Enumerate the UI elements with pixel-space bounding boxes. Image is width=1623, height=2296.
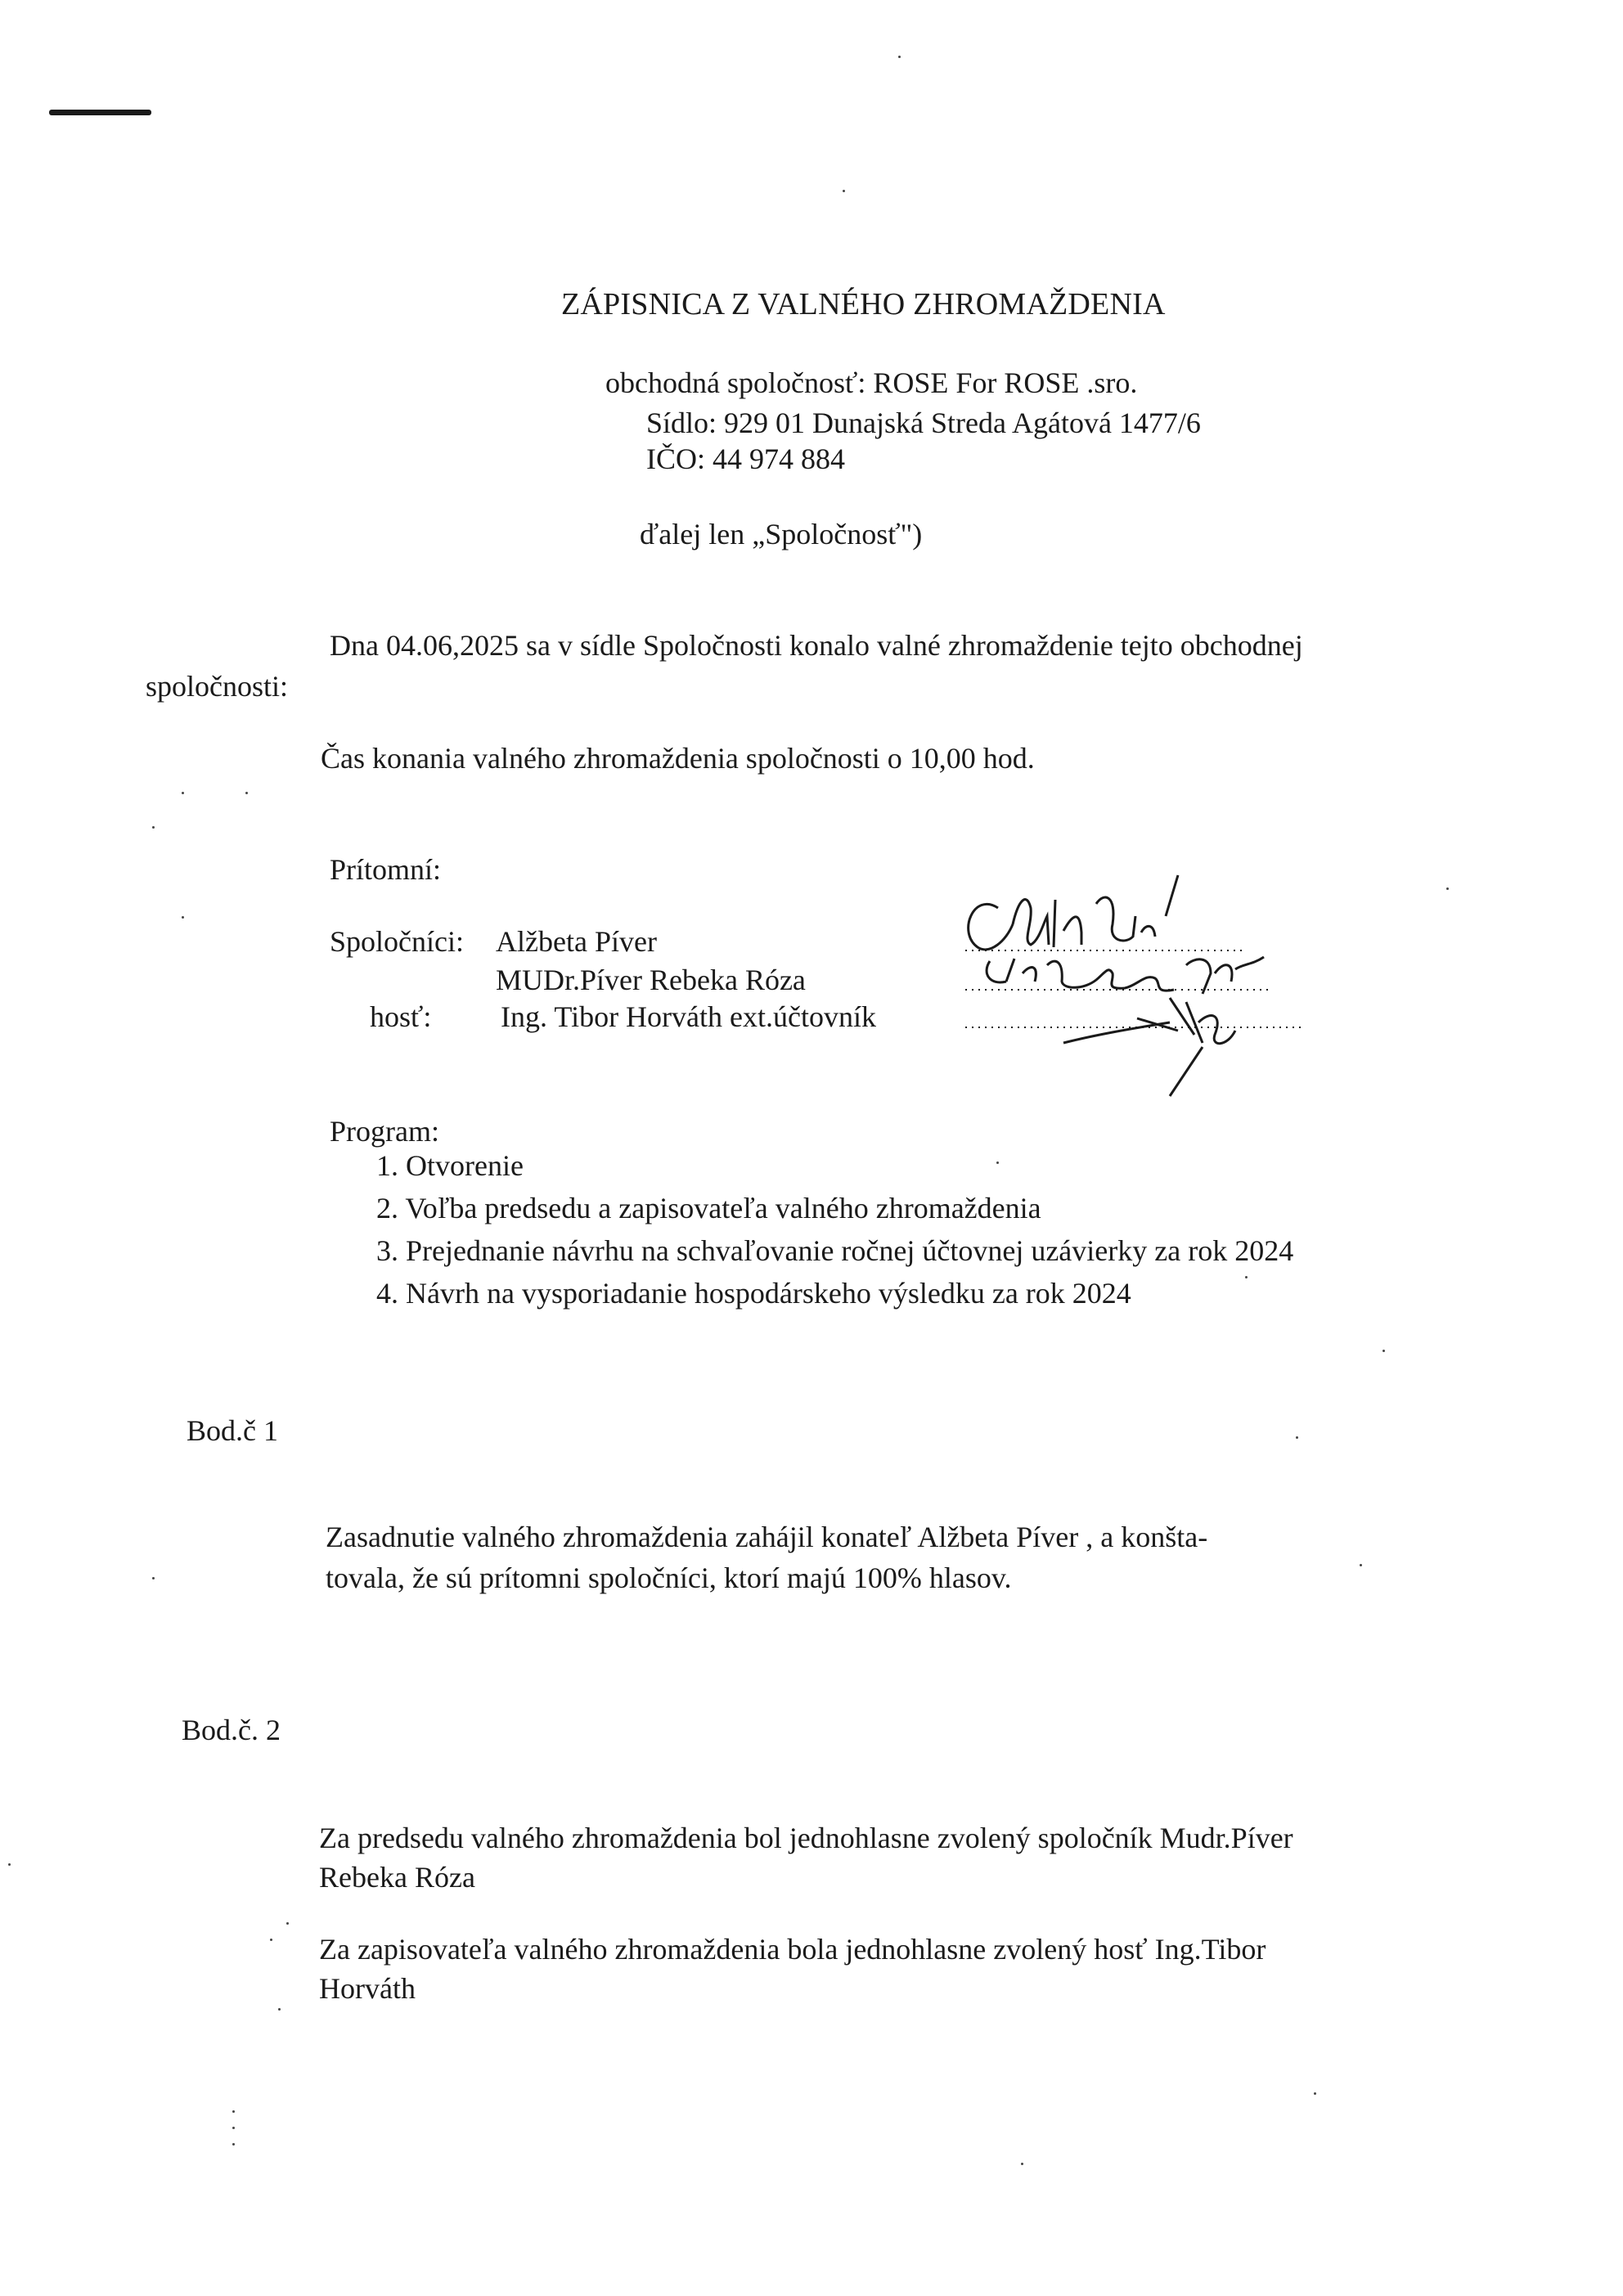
scan-speck — [898, 56, 901, 58]
program-item-3: 3. Prejednanie návrhu na schvaľovanie ročnej účtovnej uzávierky za rok 2024 — [376, 1234, 1294, 1267]
program-list — [376, 1148, 1293, 1319]
scan-speck — [1382, 1350, 1385, 1352]
scan-speck — [232, 2127, 235, 2129]
point-2-text-1-line-2: Rebeka Róza — [319, 1861, 475, 1894]
scan-speck — [1446, 887, 1449, 890]
program-item-1: 1. Otvorenie — [376, 1149, 524, 1182]
intro-line-1: Dna 04.06,2025 sa v sídle Spoločnosti konalo valné zhromaždenie tejto obchodnej — [330, 629, 1303, 662]
point-2-text-2-line-2: Horváth — [319, 1972, 416, 2005]
signature-2 — [987, 957, 1264, 994]
scan-speck — [182, 792, 184, 794]
scan-speck — [1314, 2092, 1316, 2095]
point-1-text-line-2: tovala, že sú prítomni spoločníci, ktorí majú 100% hlasov. — [326, 1561, 1012, 1594]
scan-speck — [1296, 1436, 1298, 1439]
scan-speck — [278, 2008, 281, 2011]
time-line: Čas konania valného zhromaždenia spoločnosti o 10,00 hod. — [321, 742, 1035, 775]
signature-1 — [969, 875, 1178, 950]
scan-speck — [245, 792, 248, 794]
scan-speck — [843, 190, 845, 192]
partner-1-name: Alžbeta Píver — [496, 925, 657, 958]
scan-dash-mark — [49, 110, 151, 115]
ico-line: IČO: 44 974 884 — [646, 443, 845, 475]
present-label: Prítomní: — [330, 853, 442, 886]
scan-speck — [270, 1939, 272, 1941]
partner-2-name: MUDr.Píver Rebeka Róza — [496, 964, 806, 996]
point-2-label: Bod.č. 2 — [182, 1714, 281, 1746]
program-label: Program: — [330, 1115, 439, 1148]
signatures-area — [941, 859, 1366, 1121]
program-item-2: 2. Voľba predsedu a zapisovateľa valného zhromaždenia — [376, 1192, 1041, 1224]
point-2-text-1-line-1: Za predsedu valného zhromaždenia bol jednohlasne zvolený spoločník Mudr.Píver — [319, 1822, 1293, 1854]
guest-label: hosť: — [370, 1000, 432, 1033]
partners-label: Spoločníci: — [330, 925, 464, 958]
scan-speck — [1021, 2163, 1023, 2165]
scan-speck — [152, 1577, 155, 1579]
scan-speck — [286, 1922, 289, 1925]
seat-line: Sídlo: 929 01 Dunajská Streda Agátová 1477/6 — [646, 407, 1201, 439]
scan-speck — [232, 2110, 235, 2113]
scan-speck — [996, 1161, 999, 1164]
point-2-text-2-line-1: Za zapisovateľa valného zhromaždenia bola jednohlasne zvolený hosť Ing.Tibor — [319, 1933, 1266, 1966]
scan-speck — [1360, 1564, 1362, 1566]
scan-speck — [8, 1863, 11, 1866]
point-1-label: Bod.č 1 — [187, 1414, 278, 1447]
document-title: ZÁPISNICA Z VALNÉHO ZHROMAŽDENIA — [561, 287, 1166, 321]
scan-speck — [232, 2143, 235, 2145]
program-item-4: 4. Návrh na vysporiadanie hospodárskeho výsledku za rok 2024 — [376, 1277, 1131, 1310]
scan-speck — [182, 916, 184, 919]
scan-speck — [152, 826, 155, 829]
guest-name: Ing. Tibor Horváth ext.účtovník — [501, 1000, 876, 1033]
company-line: obchodná spoločnosť: ROSE For ROSE .sro. — [605, 366, 1138, 399]
alias-line: ďalej len „Spoločnosť") — [640, 518, 923, 550]
point-1-text-line-1: Zasadnutie valného zhromaždenia zahájil konateľ Alžbeta Píver , a konšta- — [326, 1521, 1208, 1553]
intro-line-2: spoločnosti: — [146, 670, 289, 703]
scan-speck — [1245, 1276, 1248, 1278]
signature-3 — [1063, 998, 1235, 1096]
